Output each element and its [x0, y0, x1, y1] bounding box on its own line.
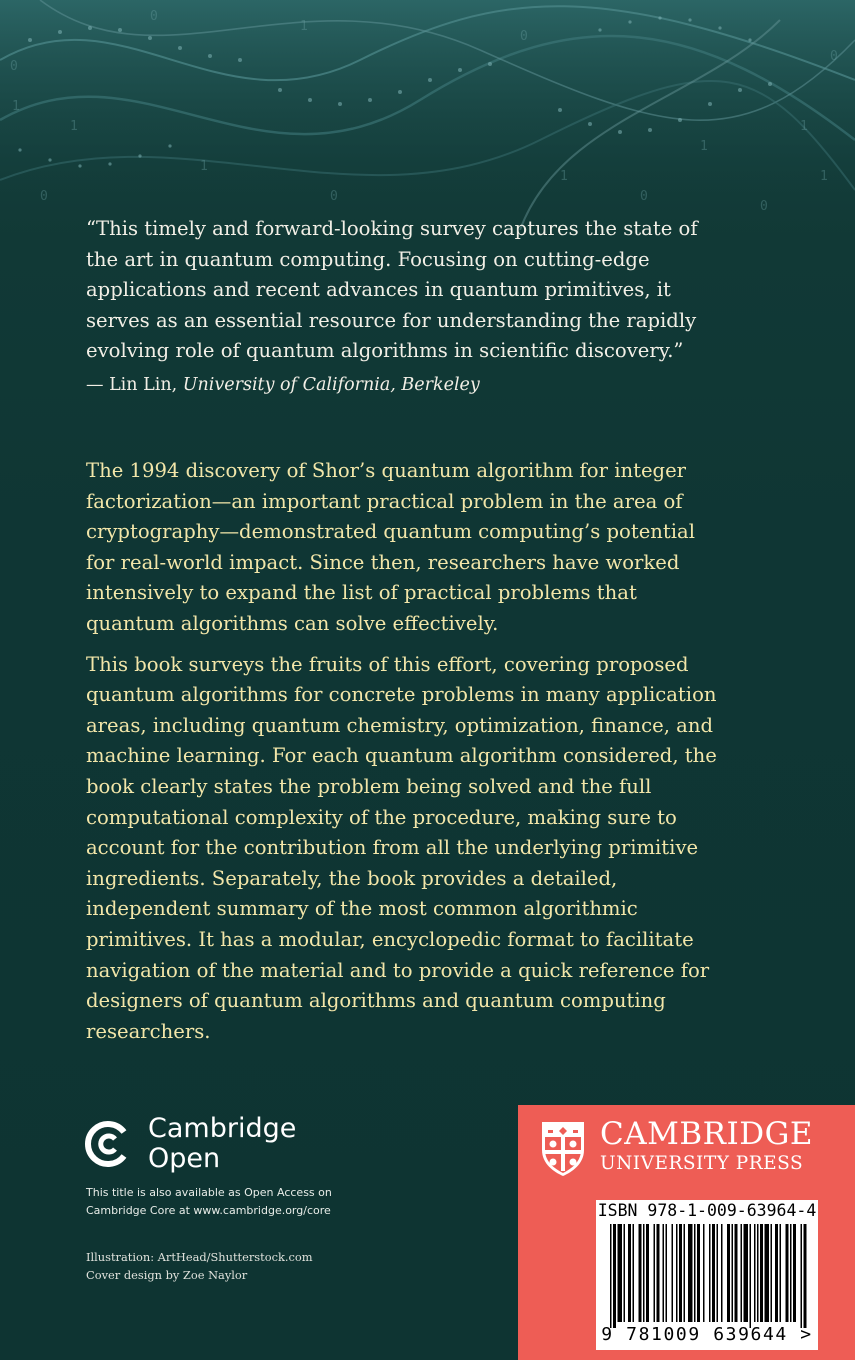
barcode-digits: 9 781009 639644 > [601, 1324, 813, 1345]
description-paragraph-2: This book surveys the fruits of this effort, covering proposed quantum algorithms for concrete problems in many application areas, including quantum chemistry, optimization, finance, and machine learning. For each quantum algorithm considered, the book clearly states the problem being solved and the full computational complexity of the procedure, making sure to account for the contribution from all the underlying primitive ingredients. Separately, the book provides a detailed, independent summary of the most common algorithmic primitives. It has a modular, encyclopedic format to facilitate navigation of the material and to provide a quick reference for designers of quantum algorithms and quantum computing researchers. [86, 652, 717, 1043]
svg-text:0: 0 [40, 189, 48, 204]
open-title-line-2: Open [148, 1143, 221, 1174]
book-description [86, 456, 726, 1057]
svg-text:1: 1 [700, 139, 708, 154]
svg-text:0: 0 [520, 29, 528, 44]
attribution-affiliation: University of California, Berkeley [182, 375, 480, 395]
publisher-subtitle: UNIVERSITY PRESS [600, 1153, 804, 1174]
publisher-name: CAMBRIDGE [600, 1116, 813, 1152]
svg-text:1: 1 [800, 119, 808, 134]
svg-text:1: 1 [300, 19, 308, 34]
svg-text:1: 1 [70, 119, 78, 134]
description-paragraph-1: The 1994 discovery of Shor’s quantum algorithm for integer factorization—an important practical problem in the area of cryptography—demonstrated quantum computing’s potential for real-world impact. Since then, researchers have worked intensively to expand the list of practical problems that quantum algorithms can solve effectively. [86, 459, 695, 635]
isbn-label: ISBN 978-1-009-63964-4 [597, 1201, 817, 1220]
svg-text:1: 1 [820, 169, 828, 184]
svg-text:0: 0 [640, 189, 648, 204]
cambridge-open-title [148, 1114, 296, 1174]
publisher-panel [518, 1105, 855, 1360]
svg-text:1: 1 [12, 99, 20, 114]
design-credit: Cover design by Zoe Naylor [86, 1268, 248, 1282]
svg-text:0: 0 [150, 9, 158, 24]
quote-attribution [86, 372, 480, 398]
quote-text: “This timely and forward-looking survey captures the state of the art in quantum computing. Focusing on cutting-edge applications and recent advances in quantum primitives, it serves as an essential resource for understanding the rapidly evolving role of quantum algorithms in scientific discovery.” [86, 217, 698, 363]
open-note-line-1: This title is also available as Open Access on [86, 1186, 332, 1199]
illustration-credit: Illustration: ArtHead/Shutterstock.com [86, 1250, 313, 1264]
svg-text:1: 1 [560, 169, 568, 184]
svg-text:0: 0 [10, 59, 18, 74]
svg-text:0: 0 [330, 189, 338, 204]
svg-text:1: 1 [200, 159, 208, 174]
open-note-line-2: Cambridge Core at www.cambridge.org/core [86, 1204, 331, 1217]
isbn-barcode [596, 1200, 818, 1350]
open-title-line-1: Cambridge [148, 1113, 297, 1144]
svg-text:0: 0 [760, 199, 768, 214]
open-access-note [86, 1184, 386, 1220]
cover-credits [86, 1248, 313, 1284]
cambridge-open-logo-icon [84, 1120, 132, 1168]
quantum-wave-illustration [0, 0, 855, 230]
svg-text:0: 0 [830, 49, 838, 64]
endorsement-quote [86, 214, 706, 367]
cambridge-crest-icon [540, 1120, 586, 1178]
attribution-name: — Lin Lin, [86, 375, 183, 395]
